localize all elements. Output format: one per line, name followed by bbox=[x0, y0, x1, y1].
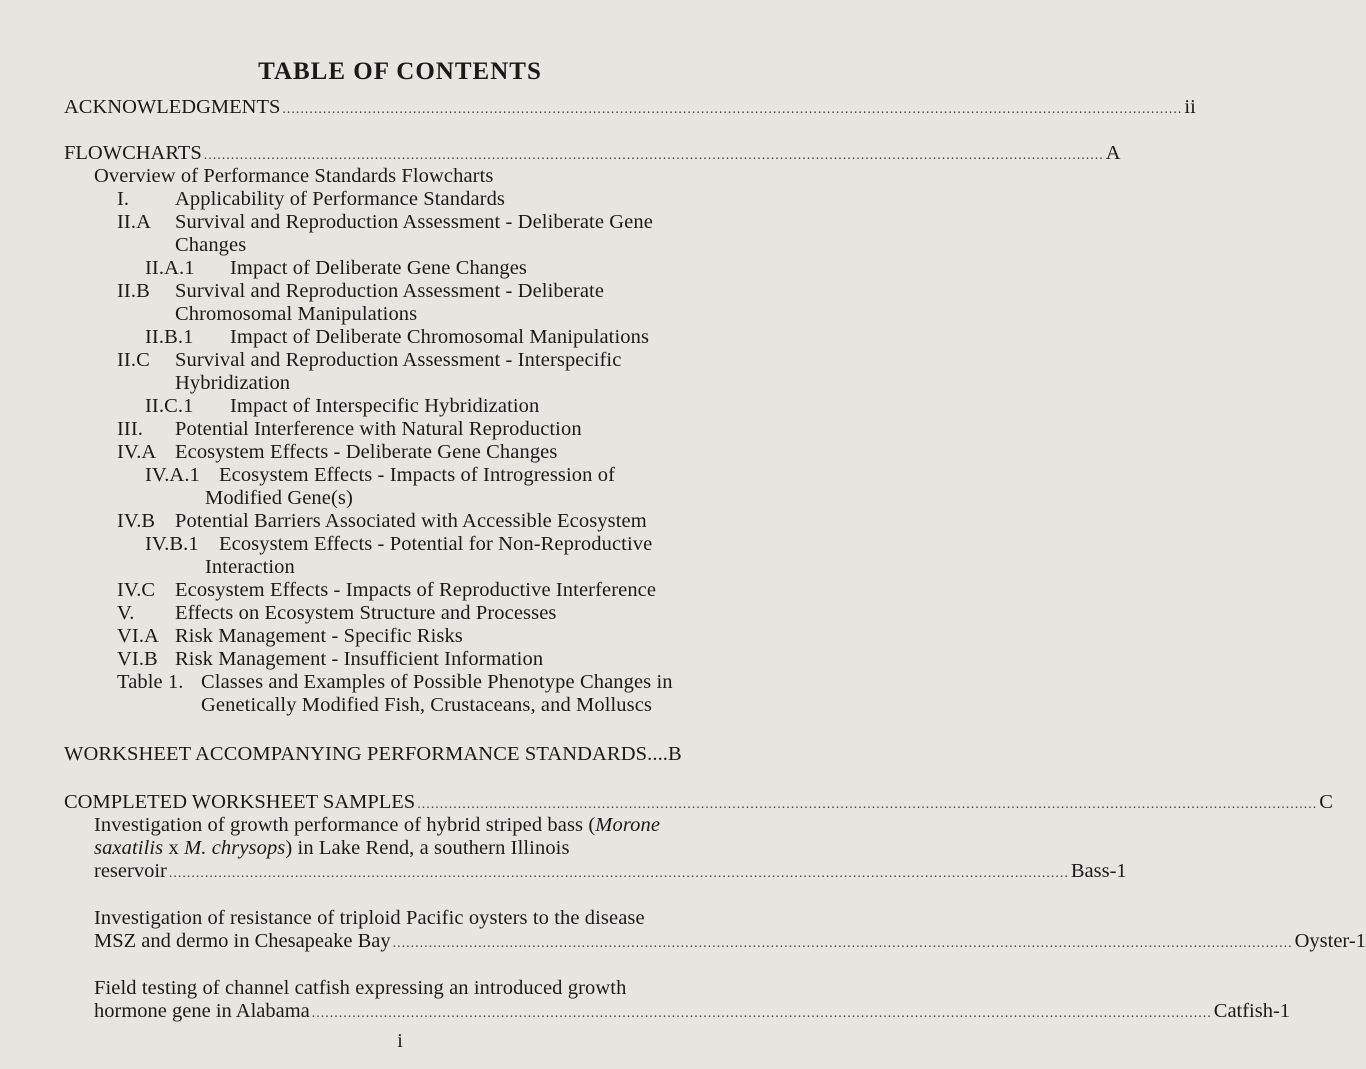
toc-page-number: Bass-1 bbox=[1070, 860, 1127, 882]
leader-dots: ........................................................................................................................................................................................................ bbox=[417, 797, 1318, 812]
sample-bass-line1: Investigation of growth performance of hybrid striped bass (Morone bbox=[94, 814, 661, 836]
toc-entry-iv-a: IV.A Ecosystem Effects - Deliberate Gene Changes bbox=[117, 441, 558, 463]
toc-entry-i: I. Applicability of Performance Standards bbox=[117, 188, 505, 210]
page-title: TABLE OF CONTENTS bbox=[258, 58, 542, 85]
toc-entry-ii-c: II.C Survival and Reproduction Assessment - Interspecific bbox=[117, 349, 622, 371]
toc-entry-ii-b: II.B Survival and Reproduction Assessment - Deliberate bbox=[117, 280, 605, 302]
sample-oyster-line1: Investigation of resistance of triploid Pacific oysters to the disease bbox=[94, 907, 645, 929]
overview-heading: Overview of Performance Standards Flowcharts bbox=[94, 165, 494, 187]
toc-entry-iv-c: IV.C Ecosystem Effects - Impacts of Reproductive Interference bbox=[117, 579, 657, 601]
toc-entry-ii-b-1: II.B.1 Impact of Deliberate Chromosomal Manipulations bbox=[145, 326, 650, 348]
page-number: i bbox=[397, 1030, 403, 1052]
toc-entry-continuation: Genetically Modified Fish, Crustaceans, and Molluscs bbox=[201, 694, 652, 716]
toc-entry-iv-b: IV.B Potential Barriers Associated with Accessible Ecosystem bbox=[117, 510, 647, 532]
toc-entry-v: V. Effects on Ecosystem Structure and Processes bbox=[117, 602, 557, 624]
sample-catfish-line1: Field testing of channel catfish expressing an introduced growth bbox=[94, 977, 627, 999]
toc-page-number: C bbox=[1319, 791, 1333, 813]
toc-page-number: Oyster-1 bbox=[1294, 930, 1366, 952]
toc-label: ACKNOWLEDGMENTS bbox=[64, 96, 281, 118]
sample-bass-line2: saxatilis x M. chrysops) in Lake Rend, a southern Illinois bbox=[94, 837, 570, 859]
toc-entry-iii: III. Potential Interference with Natural Reproduction bbox=[117, 418, 582, 440]
toc-page-number: Catfish-1 bbox=[1213, 1000, 1291, 1022]
leader-dots: ........................................................................................................................................................................................................ bbox=[203, 148, 1104, 163]
toc-entry-vi-a: VI.A Risk Management - Specific Risks bbox=[117, 625, 463, 647]
toc-page-number: A bbox=[1105, 142, 1121, 164]
toc-entry-ii-a: II.A Survival and Reproduction Assessment - Deliberate Gene bbox=[117, 211, 653, 233]
toc-entry-ii-c-1: II.C.1 Impact of Interspecific Hybridization bbox=[145, 395, 540, 417]
toc-entry-ii-a-1: II.A.1 Impact of Deliberate Gene Changes bbox=[145, 257, 528, 279]
leader-dots: ........................................................................................................................................................................................................ bbox=[282, 102, 1183, 117]
toc-page-number: ii bbox=[1184, 96, 1196, 118]
toc-entry-acknowledgments bbox=[64, 95, 1196, 122]
toc-entry-worksheet: WORKSHEET ACCOMPANYING PERFORMANCE STANDARDS....B bbox=[64, 743, 682, 765]
toc-entry-vi-b: VI.B Risk Management - Insufficient Information bbox=[117, 648, 544, 670]
toc-entry-continuation: Chromosomal Manipulations bbox=[175, 303, 418, 325]
sample-bass-line3: reservoir ........................................................................................................................................................................................................ Bass-1 bbox=[94, 859, 756, 886]
toc-entry-iv-b-1: IV.B.1 Ecosystem Effects - Potential for Non-Reproductive bbox=[145, 533, 653, 555]
toc-entry-continuation: Changes bbox=[175, 234, 247, 256]
sample-oyster-line2: MSZ and dermo in Chesapeake Bay ........................................................................................................................................................................................................ Oyster-1 bbox=[94, 929, 756, 956]
leader-dots: ........................................................................................................................................................................................................ bbox=[311, 1006, 1212, 1021]
toc-entry-continuation: Hybridization bbox=[175, 372, 291, 394]
toc-label: COMPLETED WORKSHEET SAMPLES bbox=[64, 791, 416, 813]
sample-catfish-line2: hormone gene in Alabama ........................................................................................................................................................................................................ Catfish-1 bbox=[94, 999, 756, 1026]
leader-dots: ........................................................................................................................................................................................................ bbox=[392, 936, 1293, 951]
toc-label: FLOWCHARTS bbox=[64, 142, 202, 164]
toc-entry-table-1: Table 1. Classes and Examples of Possible Phenotype Changes in bbox=[117, 671, 673, 693]
toc-entry-iv-a-1: IV.A.1 Ecosystem Effects - Impacts of Introgression of bbox=[145, 464, 615, 486]
toc-entry-continuation: Modified Gene(s) bbox=[205, 487, 353, 509]
leader-dots: ........................................................................................................................................................................................................ bbox=[168, 866, 1069, 881]
toc-entry-continuation: Interaction bbox=[205, 556, 295, 578]
